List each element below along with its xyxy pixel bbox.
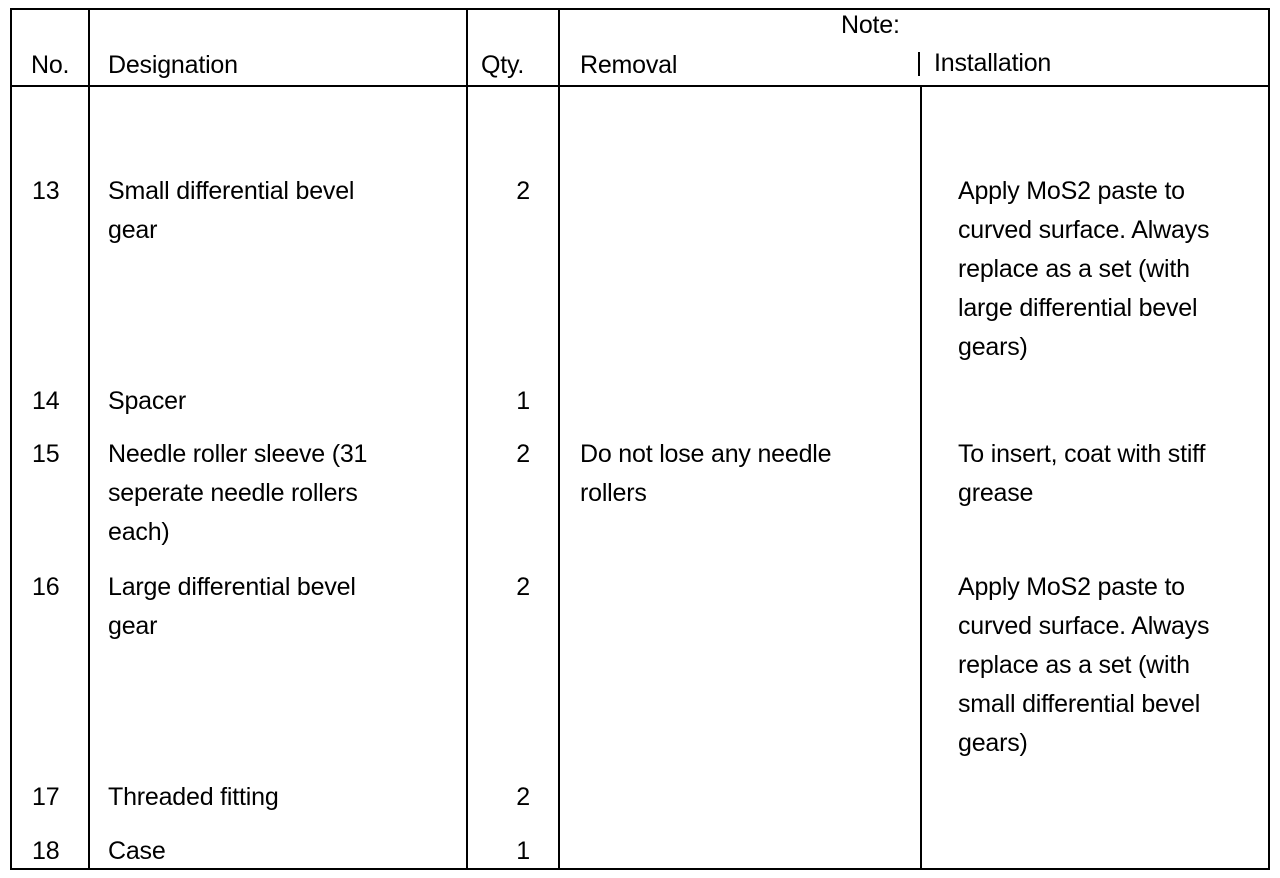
row-15-installation: To insert, coat with stiff grease <box>958 440 1206 507</box>
column-divider-removal <box>920 85 922 870</box>
row-13-no: 13 <box>32 177 60 205</box>
column-divider-no <box>88 8 90 870</box>
header-removal: Removal <box>580 51 678 79</box>
table-left-border <box>10 8 12 870</box>
header-no: No. <box>31 51 70 79</box>
row-18-qty: 1 <box>516 837 530 865</box>
row-15-qty: 2 <box>516 440 530 468</box>
column-divider-qty <box>558 8 560 870</box>
row-16-installation: Apply MoS2 paste to curved surface. Always replace as a set (with small differential bevel gears) <box>958 573 1210 757</box>
column-divider-note-split <box>918 52 920 76</box>
row-18-no: 18 <box>32 837 60 865</box>
row-14-qty: 1 <box>516 387 530 415</box>
row-14-designation: Spacer <box>108 387 187 415</box>
column-divider-designation <box>466 8 468 870</box>
table-right-border <box>1268 8 1270 870</box>
row-16-no: 16 <box>32 573 60 601</box>
header-installation: Installation <box>934 49 1052 77</box>
table-top-border <box>10 8 1270 10</box>
row-15-designation: Needle roller sleeve (31 seperate needle rollers each) <box>108 440 368 546</box>
row-14-no: 14 <box>32 387 60 415</box>
row-18-designation: Case <box>108 837 166 865</box>
row-13-designation: Small differential bevel gear <box>108 177 355 244</box>
row-16-designation: Large differential bevel gear <box>108 573 356 640</box>
header-rule <box>10 85 1270 87</box>
row-15-removal: Do not lose any needle rollers <box>580 440 832 507</box>
row-13-installation: Apply MoS2 paste to curved surface. Always replace as a set (with large differential bevel gears) <box>958 177 1210 361</box>
row-15-no: 15 <box>32 440 60 468</box>
row-17-designation: Threaded fitting <box>108 783 279 811</box>
row-17-no: 17 <box>32 783 60 811</box>
row-16-qty: 2 <box>516 573 530 601</box>
header-note: Note: <box>841 11 900 39</box>
header-designation: Designation <box>108 51 238 79</box>
header-qty: Qty. <box>481 51 525 79</box>
row-17-qty: 2 <box>516 783 530 811</box>
row-13-qty: 2 <box>516 177 530 205</box>
